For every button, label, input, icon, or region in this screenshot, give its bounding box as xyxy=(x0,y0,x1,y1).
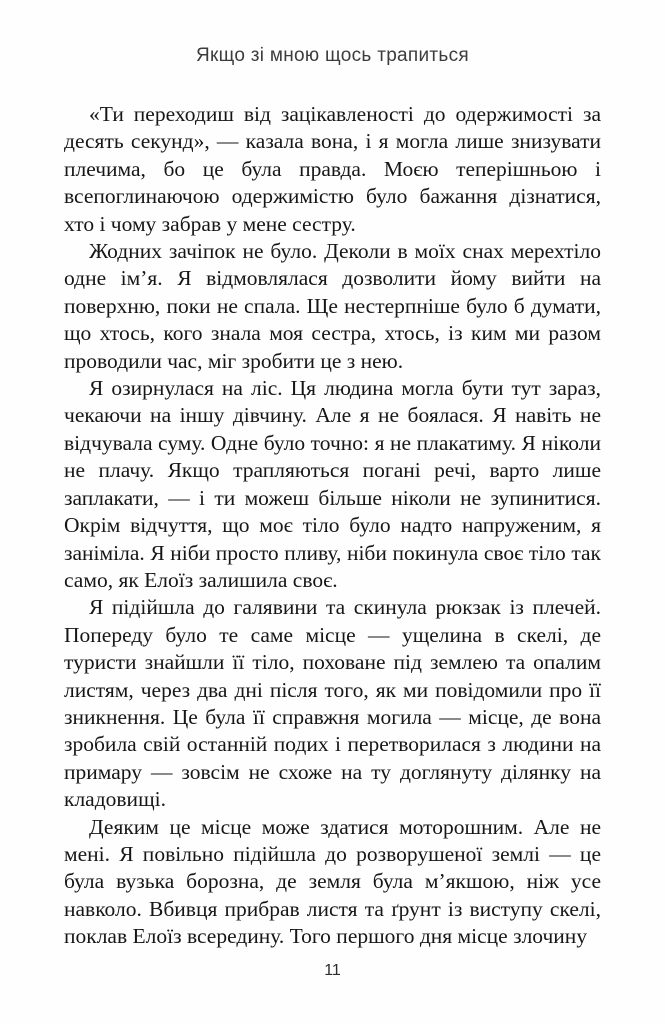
paragraph-2: Жодних зачіпок не було. Деколи в моїх снах мерехтіло одне ім’я. Я відмовлялася дозволити йому вийти на поверхню, поки не спала. Ще нестерпніше було б думати, що хтось, кого знала моя сестра, хтось, із ким ми разом проводили час, міг зробити це з нею. xyxy=(64,239,601,373)
running-header: Якщо зі мною щось трапиться xyxy=(195,45,470,66)
page-number: 11 xyxy=(324,962,341,979)
paragraph-1: «Ти переходиш від зацікавленості до одержимості за десять секунд», — казала вона, і я могла лише знизувати плечима, бо це була правда. Моєю теперішньою і всепоглинаючою одержимістю було бажання дізнатися, хто і чому забрав у мене сестру. xyxy=(64,102,601,236)
page-body xyxy=(64,101,601,951)
paragraph-4: Я підійшла до галявини та скинула рюкзак із плечей. Попереду було те саме місце — ущелина в скелі, де туристи знайшли її тіло, поховане під землею та опалим листям, через два дні після того, як ми повідомили про її зникнення. Це була її справжня могила — місце, де вона зробила свій останній подих і перетворилася з людини на примару — зовсім не схоже на ту доглянуту ділянку на кладовищі. xyxy=(64,595,601,812)
paragraph-5: Деяким це місце може здатися моторошним. Але не мені. Я повільно підійшла до розворушеної землі — це була вузька борозна, де земля була м’якшою, ніж усе навколо. Вбивця прибрав листя та ґрунт із виступу скелі, поклав Елоїз всередину. Того першого дня місце злочину xyxy=(64,814,601,949)
paragraph-3: Я озирнулася на ліс. Ця людина могла бути тут зараз, чекаючи на іншу дівчину. Але я не боялася. Я навіть не відчувала суму. Одне було точно: я не плакатиму. Я ніколи не плачу. Якщо трапляються погані речі, варто лише заплакати, — і ти можеш більше ніколи не зупинитися. Окрім відчуття, що моє тіло було надто напруженим, я заніміла. Я ніби просто пливу, ніби покинула своє тіло так само, як Елоїз залишила своє. xyxy=(64,376,601,592)
